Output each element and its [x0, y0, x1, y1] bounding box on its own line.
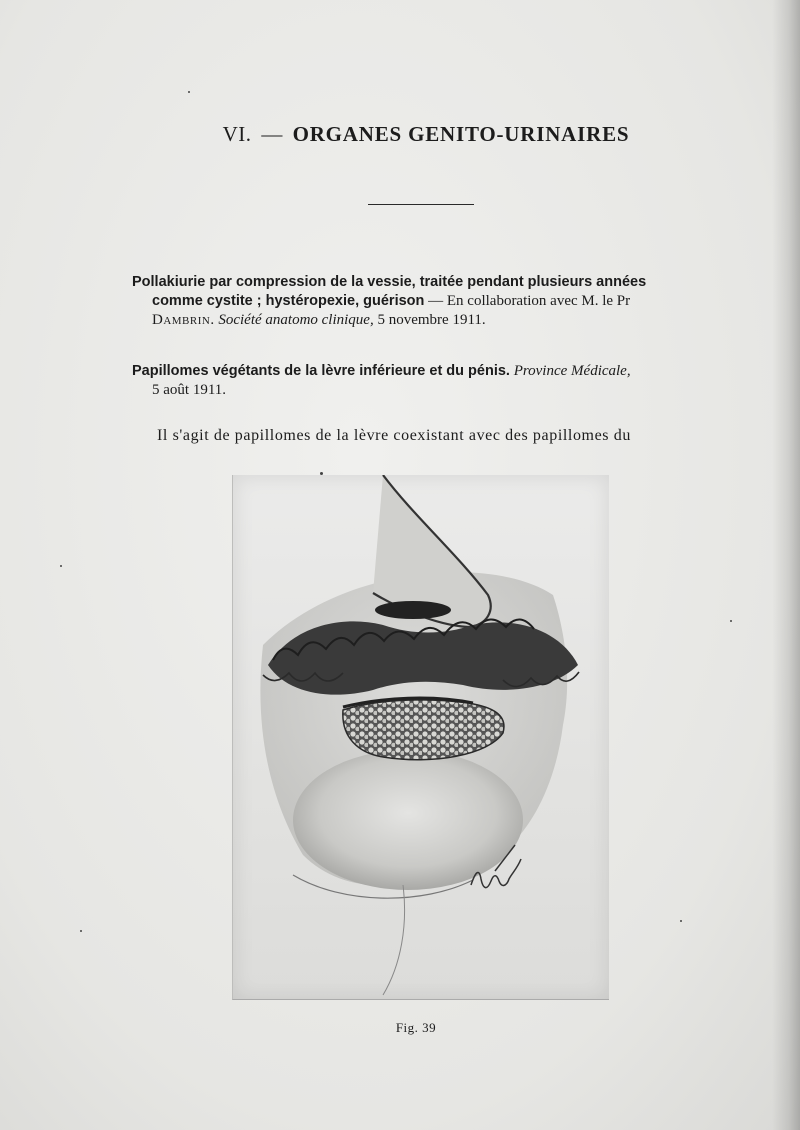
entry-1-author: Dambrin. — [152, 312, 215, 328]
chapter-number: VI. — [222, 122, 252, 146]
scan-speck — [80, 930, 82, 932]
entry-2-date: 5 août 1911. — [152, 382, 227, 398]
paragraph-text: Il s'agit de papillomes de la lèvre coexistant avec des papillomes du — [157, 427, 631, 444]
chapter-dash: — — [261, 122, 283, 146]
bibliography-entry-1 — [132, 273, 722, 330]
bibliography-entry-2 — [132, 362, 722, 400]
entry-2-journal: Province Médicale, — [513, 363, 631, 379]
scan-speck — [320, 472, 323, 475]
chin-shape — [293, 750, 523, 890]
figure-caption: Fig. 39 — [395, 1020, 437, 1035]
scan-speck — [730, 620, 732, 622]
lower-face-illustration — [233, 475, 609, 999]
heading-rule — [368, 204, 474, 205]
entry-1-title-line-2: comme cystite ; hystéropexie, guérison — [152, 293, 425, 309]
entry-2-title: Papillomes végétants de la lèvre inférieure et du pénis. — [132, 363, 510, 379]
chapter-heading — [0, 122, 800, 147]
page-edge-shadow — [772, 0, 800, 1130]
scan-speck — [188, 91, 190, 93]
entry-1-title-line-1: Pollakiurie par compression de la vessie, traitée pendant plusieurs années — [132, 274, 647, 290]
entry-1-collaboration-note: — En collaboration avec M. le Pr — [424, 293, 631, 309]
chapter-title: ORGANES GENITO-URINAIRES — [292, 122, 630, 146]
entry-1-date: 5 novembre 1911. — [373, 312, 486, 328]
figure-plate — [232, 475, 609, 1000]
nostril-shape — [375, 601, 451, 619]
entry-1-journal: Société anatomo clinique, — [218, 312, 374, 328]
scan-speck — [680, 920, 682, 922]
scan-speck — [60, 565, 62, 567]
